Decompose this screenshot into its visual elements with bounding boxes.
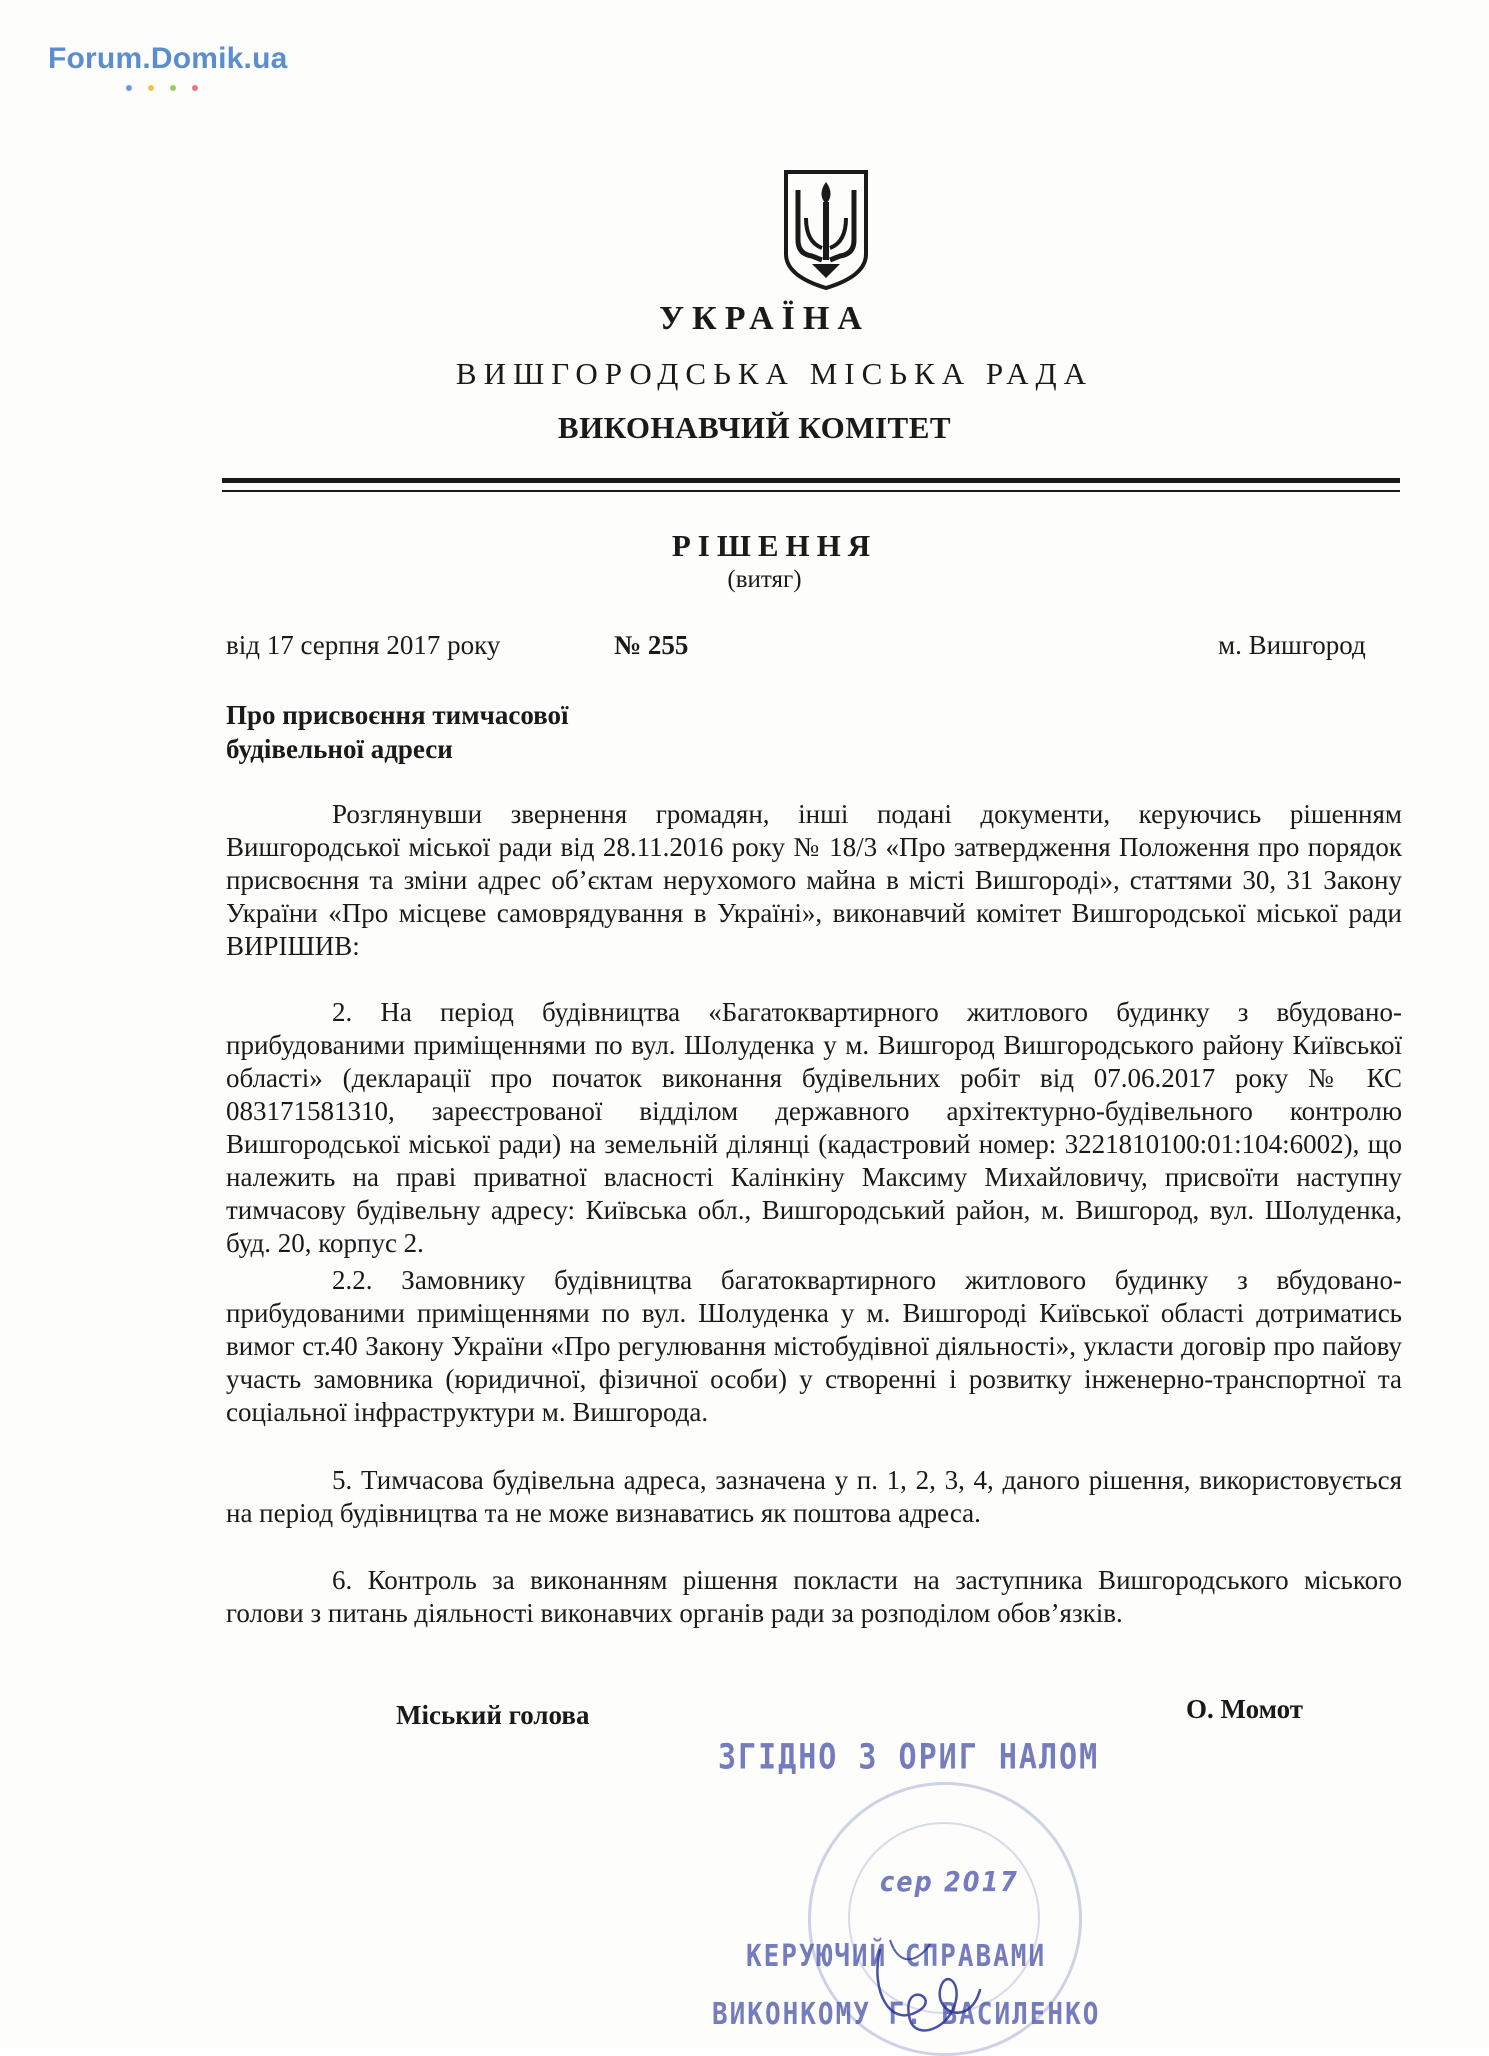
watermark-dots (126, 78, 216, 88)
trident-icon (782, 168, 870, 292)
subject-line-2: будівельної адреси (226, 734, 453, 764)
header-council: ВИШГОРОДСЬКА МІСЬКА РАДА (455, 356, 1094, 391)
paragraph-item-5: 5. Тимчасова будівельна адреса, зазначена у п. 1, 2, 3, 4, даного рішення, використовується на період будівництва та не може визнаватись як поштова адреса. (226, 1465, 1402, 1528)
stamp-role-line: КЕРУЮЧИЙ СПРАВАМИ (746, 1939, 1047, 1975)
decision-title: РІШЕННЯ (671, 528, 878, 563)
watermark-logo[interactable]: Forum.Domik.ua (48, 42, 288, 75)
decision-subject (226, 698, 726, 766)
header-divider-thin (222, 490, 1400, 492)
paragraph-item-6: 6. Контроль за виконанням рішення покласти на заступника Вишгородського міського голови з питань діяльності виконавчих органів ради за розподілом обов’язків. (226, 1565, 1402, 1628)
paragraph-item-2: 2. На період будівництва «Багатоквартирного житлового будинку з вбудовано-прибудованими приміщеннями по вул. Шолуденка у м. Вишгород Вишгородського району Київської області» (декларації про початок виконання будівельних робіт від 07.06.2017 року № КС 083171581310, зареєстрованої відділом державного архітектурно-будівельного контролю Вишгородської міської ради) на земельній ділянці (кадастровий номер: 3221810100:01:104:6002), що належить на праві приватної власності Калінкіну Максиму Михайловичу, присвоїти наступну тимчасову будівельну адресу: Київська обл., Вишгородський район, м. Вишгород, вул. Шолуденка, буд. 20, корпус 2. (226, 997, 1402, 1258)
decision-place: м. Вишгород (1218, 630, 1366, 660)
paragraph-intro: Розглянувши звернення громадян, інші подані документи, керуючись рішенням Вишгородської міської ради від 28.11.2016 року № 18/3 «Про затвердження Положення про порядок присвоєння та зміни адрес об’єктам нерухомого майна в місті Вишгороді», статтями 30, 31 Закону України «Про місцеве самоврядування в Україні», виконавчий комітет Вишгородської міської ради ВИРІШИВ: (226, 799, 1402, 961)
decision-subtitle: (витяг) (727, 566, 802, 593)
stamp-date-line: сер 2017 (880, 1865, 1019, 1899)
decision-number: № 255 (614, 630, 689, 660)
stamp-certified-line: ЗГІДНО З ОРИГ НАЛОМ (718, 1737, 1100, 1778)
subject-line-1: Про присвоєння тимчасової (226, 700, 569, 730)
header-committee: ВИКОНАВЧИЙ КОМІТЕТ (557, 410, 952, 445)
handwritten-signature-icon (860, 1930, 990, 2048)
stamp-name-line: ВИКОНКОМУ Г. ВАСИЛЕНКО (712, 1997, 1101, 2033)
decision-date: від 17 серпня 2017 року (226, 630, 501, 660)
paragraph-item-2-2: 2.2. Замовнику будівництва багатоквартирного житлового будинку з вбудовано-прибудованими приміщеннями по вул. Шолуденка у м. Вишгороді Київської області дотриматись вимог ст.40 Закону України «Про регулювання містобудівної діяльності», укласти договір про пайову участь замовника (юридичної, фізичної особи) у створенні і розвитку інженерно-транспортної та соціальної інфраструктури м. Вишгорода. (226, 1265, 1402, 1427)
header-divider (222, 478, 1400, 483)
signature-name: О. Момот (1186, 1694, 1304, 1724)
header-country: УКРАЇНА (659, 300, 870, 337)
signature-title: Міський голова (396, 1700, 590, 1730)
